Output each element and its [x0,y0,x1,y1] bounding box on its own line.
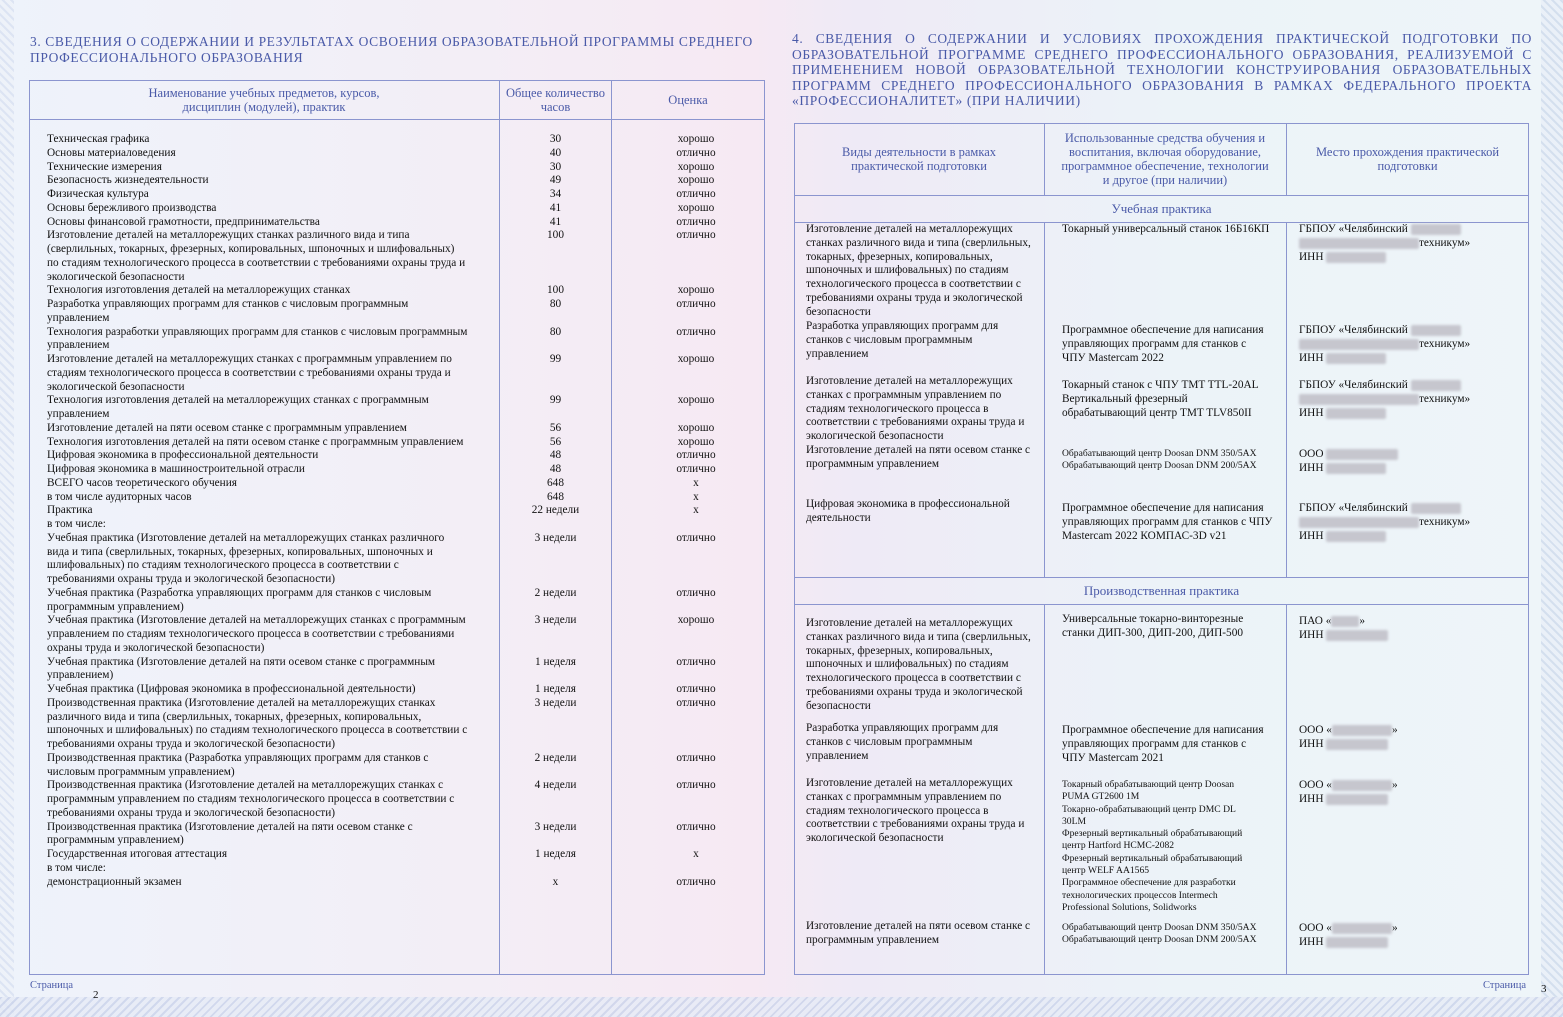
right-page-number: 3 [1541,983,1547,995]
practice-means: Токарный универсальный станок 16Б16КП [1062,223,1270,235]
subject-name: Основы материаловедения [47,146,176,159]
right-header-activity: Виды деятельности в рамках практической подготовки [841,145,996,173]
subject-hours: 99 [549,353,562,365]
subject-hours: 48 [549,449,562,462]
left-page-label: Страница [30,980,74,991]
subject-grade: отлично [676,586,716,599]
practice-means: Универсальные токарно-винторезные станки ДИП-300, ДИП-200, ДИП-500 [1062,613,1244,639]
subject-name: Основы финансовой грамотности, предпринимательства [47,215,320,228]
subject-name: Цифровая экономика в профессиональной деятельности [47,449,319,462]
subject-grade: хорошо [677,201,715,214]
redacted-text [1411,224,1461,235]
practice-activity: Изготовление деталей на пяти осевом станке с программным управлением [806,444,1031,470]
right-col-divider-1-c [1044,604,1045,975]
practice-activity: Изготовление деталей на металлорежущих станках с программным управлением по стадиям технологического процесса в соответствии с требованиями охраны труда и экологической безопасности [806,375,1025,443]
left-header-divider [29,119,765,120]
subject-hours: 41 [549,201,562,214]
subject-hours: 30 [549,160,562,173]
subject-grade: отлично [676,229,716,242]
subject-name: Изготовление деталей на металлорежущих станках с программным управлением по стадиям технологического процесса в соответствии с требованиями охраны труда и экологической безопасности [47,353,452,393]
subject-hours: 3 недели [534,820,577,833]
subject-name: в том числе аудиторных часов [47,490,192,503]
subject-name: Технология изготовления деталей на металлорежущих станках [47,284,351,297]
subject-grade: хорошо [677,174,715,187]
subject-hours: 22 недели [531,504,580,517]
redacted-text [1326,353,1386,364]
subject-grade: отлично [676,325,716,338]
guilloche-border-bottom [0,997,1563,1017]
practice-place: ГБПОУ «Челябинский техникум» ИНН [1299,223,1471,263]
subject-grade: отлично [676,751,716,764]
subject-hours: 49 [549,174,562,187]
subject-grade: отлично [676,779,716,792]
subject-grade: хорошо [677,133,715,145]
subject-grade: x [693,848,699,860]
subject-grade: хорошо [677,284,715,297]
right-production-divider [794,604,1529,605]
subject-hours: 56 [549,421,562,434]
subject-name: Учебная практика (Цифровая экономика в профессиональной деятельности) [47,683,416,695]
subject-name: Технические измерения [47,160,162,173]
subject-grade: отлично [676,696,716,709]
practice-activity: Разработка управляющих программ для станков с числовым программным управлением [806,320,999,360]
right-production-top [794,577,1529,578]
subject-hours: 41 [549,215,562,228]
redacted-text [1299,394,1419,405]
practice-means: Токарный станок с ЧПУ TMT TTL-20AL Вертикальный фрезерный обрабатывающий центр TMT TLV850II [1062,379,1259,419]
subject-hours: 56 [549,435,562,448]
subject-name: Технология разработки управляющих программ для станков с числовым программным управлением [47,325,468,352]
subject-hours: 48 [549,463,562,475]
left-header-grade: Оценка [668,93,708,107]
subject-grade: отлично [676,463,716,475]
subject-name: Безопасность жизнедеятельности [47,174,209,187]
guilloche-border-right [1541,0,1563,1017]
subject-hours: 40 [549,146,562,159]
left-page-number: 2 [93,989,99,1001]
practice-place: ООО « » ИНН [1299,779,1398,805]
right-header-divider [794,195,1529,196]
subject-hours: 100 [547,229,564,242]
redacted-text [1299,339,1419,350]
practice-place: ГБПОУ «Челябинский техникум» ИНН [1299,379,1471,419]
subject-name: Учебная практика (Разработка управляющих программ для станков с числовым программным управлением) [47,586,432,613]
subject-grade: x [693,476,699,489]
left-section-title: 3. СВЕДЕНИЯ О СОДЕРЖАНИИ И РЕЗУЛЬТАТАХ ОСВОЕНИЯ ОБРАЗОВАТЕЛЬНОЙ ПРОГРАММЫ СРЕДНЕГО ПРОФЕССИОНАЛЬНОГО ОБРАЗОВАНИЯ [30,34,753,65]
guilloche-border-left [0,0,14,1017]
practice-activity: Изготовление деталей на металлорежущих станках с программным управлением по стадиям технологического процесса в соответствии с требованиями охраны труда и экологической безопасности [806,777,1025,845]
subject-hours: 648 [547,490,564,503]
subject-hours: 100 [547,284,564,297]
subject-grade: отлично [676,531,716,544]
practice-means: Программное обеспечение для написания управляющих программ для станков с ЧПУ Mastercam 2022 [1062,324,1264,364]
redacted-text [1326,463,1386,474]
subject-grade: отлично [676,875,716,888]
right-header-place: Место прохождения практической подготовки [1315,145,1500,173]
subject-hours: 648 [547,476,564,489]
practice-place: ГБПОУ «Челябинский техникум» ИНН [1299,502,1471,542]
right-section-title: 4. СВЕДЕНИЯ О СОДЕРЖАНИИ И УСЛОВИЯХ ПРОХОЖДЕНИЯ ПРАКТИЧЕСКОЙ ПОДГОТОВКИ ПО ОБРАЗОВАТЕЛЬНОЙ ПРОГРАММЕ СРЕДНЕГО ПРОФЕССИОНАЛЬНОГО ОБРАЗОВАНИЯ, РЕАЛИЗУЕМОЙ С ПРИМЕНЕНИЕМ НОВОЙ ОБРАЗОВАТЕЛЬНОЙ ТЕХНОЛОГИИ КОНСТРУИРОВАНИЯ ОБРАЗОВАТЕЛЬНЫХ ПРОГРАММ СРЕДНЕГО ПРОФЕССИОНАЛЬНОГО ОБРАЗОВАНИЯ В РАМКАХ ФЕДЕРАЛЬНОГО ПРОЕКТА «ПРОФЕССИОНАЛИТЕТ» (ПРИ НАЛИЧИИ) [792,31,1532,108]
subject-grade: x [693,504,699,517]
subject-hours: 2 недели [534,751,577,764]
subject-hours: 4 недели [534,779,577,792]
right-col-divider-1-b [1044,222,1045,578]
practice-place: ООО ИНН [1299,448,1529,476]
subject-grade: отлично [676,655,716,668]
educational-practice-heading: Учебная практика [1111,201,1212,216]
subject-grade: хорошо [677,421,715,434]
practice-means: Обрабатывающий центр Doosan DNM 350/5AX Обрабатывающий центр Doosan DNM 200/5AX [1062,448,1257,472]
practice-activity: Изготовление деталей на пяти осевом станке с программным управлением [806,920,1031,946]
subject-grade: отлично [676,215,716,228]
subject-hours: x [552,875,559,888]
subject-name: Основы бережливого производства [47,201,217,214]
subject-name: ВСЕГО часов теоретического обучения [47,476,237,489]
subject-hours: 3 недели [534,696,577,709]
practice-place: ПАО « » ИНН [1299,615,1529,643]
subject-hours: 3 недели [534,531,577,544]
redacted-text [1299,517,1419,528]
redacted-text [1326,252,1386,263]
subject-name: Государственная итоговая аттестация в том числе: [47,848,228,874]
practice-means: Обрабатывающий центр Doosan DNM 350/5AX Обрабатывающий центр Doosan DNM 200/5AX [1062,922,1257,946]
subject-name: Учебная практика (Изготовление деталей на металлорежущих станках с программным управлением по стадиям технологического процесса в соответствии с требованиями охраны труда и экологической безопасности) [47,614,466,654]
redacted-text [1332,780,1392,791]
subject-name: Физическая культура [47,188,149,200]
subject-grade: отлично [676,146,716,159]
left-header-hours: Общее количество часов [506,86,605,114]
practice-activity: Изготовление деталей на металлорежущих станках различного вида и типа (сверлильных, токарных, фрезерных, копировальных, шпоночных и шлифовальных) по стадиям технологического процесса в соответствии с требованиями охраны труда и экологической безопасности [806,223,1031,318]
subject-grade: x [693,490,699,503]
subject-grade: хорошо [677,394,715,407]
practice-means: Программное обеспечение для написания управляющих программ для станков с ЧПУ Mastercam 2021 [1062,724,1264,764]
subject-grade: отлично [676,188,716,200]
subject-name: Разработка управляющих программ для станков с числовым программным управлением [47,298,409,324]
subject-hours: 30 [549,133,562,145]
redacted-text [1411,380,1461,391]
subject-name: Учебная практика (Изготовление деталей на металлорежущих станках различного вида и типа (сверлильных, токарных, фрезерных, копировальных, шпоночных и шлифовальных) по стадиям технологического процесса в соответствии с требованиями охраны труда и экологической безопасности) [47,531,445,586]
subject-name: Изготовление деталей на металлорежущих станках различного вида и типа (сверлильных, токарных, фрезерных, копировальных, шпоночных и шлифовальных) по стадиям технологического процесса в соответствии с требованиями охраны труда и экологической безопасности [47,229,466,283]
subject-name: Технология изготовления деталей на пяти осевом станке с программным управлением [47,435,464,448]
practice-means: Токарный обрабатывающий центр Doosan PUMA GT2600 1M Токарно-обрабатывающий центр DMC DL 30LM Фрезерный вертикальный обрабатывающий центр Hartford HCMC-2082 Фрезерный вертикальный обрабатывающий центр WELF AA1565 Программное обеспечение для разработки технологических процессов Intermech Professional Solutions, Solidworks [1062,779,1243,913]
redacted-text [1326,531,1386,542]
practice-activity: Изготовление деталей на металлорежущих станках различного вида и типа (сверлильных, токарных, фрезерных, копировальных, шпоночных и шлифовальных) по стадиям технологического процесса в соответствии с требованиями охраны труда и экологической безопасности [806,617,1031,712]
redacted-text [1326,630,1388,641]
subject-name: Производственная практика (Разработка управляющих программ для станков с числовым программным управлением) [47,751,429,778]
subject-grade: хорошо [677,353,715,365]
subject-grade: отлично [676,820,716,833]
redacted-text [1326,408,1386,419]
redacted-text [1326,937,1388,948]
redacted-text [1411,503,1461,514]
subject-hours: 80 [549,298,562,310]
subject-hours: 99 [549,394,562,407]
subject-hours: 1 неделя [535,683,576,695]
subject-name: Учебная практика (Изготовление деталей на пяти осевом станке с программным управлением) [47,655,436,682]
subject-name: Практика в том числе: [47,504,106,531]
subject-grade: отлично [676,298,716,310]
subject-hours: 2 недели [534,586,577,599]
right-header-means: Использованные средства обучения и воспитания, включая оборудование, программное обеспечение, технологии и другое (при наличии) [1061,131,1269,187]
subject-hours: 3 недели [534,614,577,627]
redacted-text [1331,616,1359,627]
subject-grade: хорошо [677,614,715,627]
practice-place: ООО « » ИНН [1299,922,1398,948]
left-col-divider-2 [611,80,612,975]
redacted-text [1326,449,1398,460]
production-practice-heading: Производственная практика [1083,583,1240,598]
redacted-text [1299,238,1419,249]
practice-activity: Цифровая экономика в профессиональной деятельности [806,498,1010,524]
left-header-name: Наименование учебных предметов, курсов, дисциплин (модулей), практик [148,86,380,114]
redacted-text [1332,923,1392,934]
subject-name: демонстрационный экзамен [47,875,182,888]
subject-hours: 1 неделя [535,848,576,860]
subject-name: Технология изготовления деталей на металлорежущих станках с программным управлением [47,394,429,421]
practice-activity: Разработка управляющих программ для станков с числовым программным управлением [806,722,999,762]
subject-name: Производственная практика (Изготовление деталей на пяти осевом станке с программным управлением) [47,820,413,847]
redacted-text [1326,794,1388,805]
redacted-text [1332,725,1392,736]
subject-grade: отлично [676,683,716,695]
subject-name: Производственная практика (Изготовление деталей на металлорежущих станках различного вида и типа (сверлильных, токарных, фрезерных, копировальных, шпоночных и шлифовальных) по стадиям технологического процесса в соответствии с требованиями охраны труда и экологической безопасности) [47,696,468,751]
subject-grade: хорошо [677,435,715,448]
subject-hours: 1 неделя [535,655,576,668]
subject-hours: 34 [549,188,562,200]
practice-place: ГБПОУ «Челябинский техникум» ИНН [1299,324,1471,364]
subject-name: Изготовление деталей на пяти осевом станке с программным управлением [47,421,407,434]
practice-place: ООО « » ИНН [1299,724,1398,750]
subject-name: Производственная практика (Изготовление деталей на металлорежущих станках с программным управлением по стадиям технологического процесса в соответствии с требованиями охраны труда и экологической безопасности) [47,779,455,819]
redacted-text [1411,325,1461,336]
subject-name: Техническая графика [47,133,150,145]
redacted-text [1326,739,1388,750]
subject-name: Цифровая экономика в машиностроительной отрасли [47,463,305,475]
practice-means: Программное обеспечение для написания управляющих программ для станков с ЧПУ Mastercam 2022 КОМПАС-3D v21 [1062,502,1273,542]
subject-hours: 80 [549,325,562,338]
right-page-label: Страница [1483,980,1527,991]
subject-grade: хорошо [677,160,715,173]
subject-grade: отлично [676,449,716,462]
